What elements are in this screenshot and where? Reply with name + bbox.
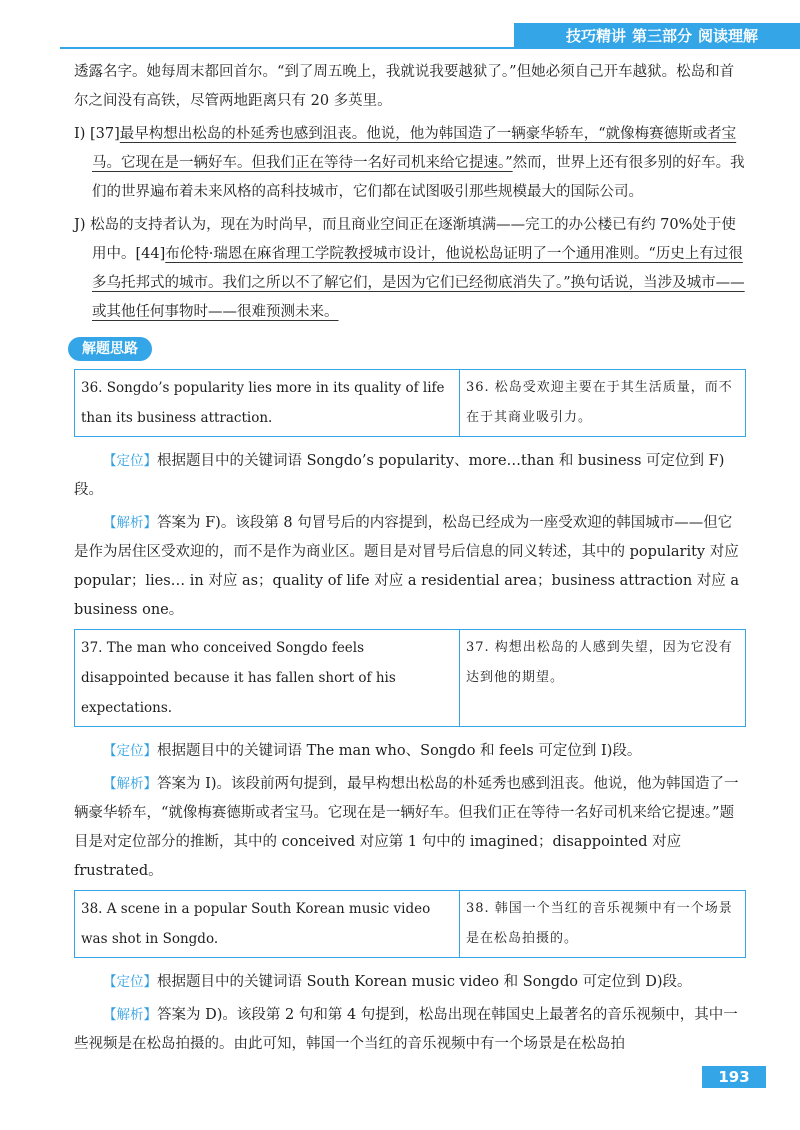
locate-text: 根据题目中的关键词语 South Korean music video 和 Songdo 可定位到 D)段。 [157, 974, 692, 990]
question-chinese: 36. 松岛受欢迎主要在于其生活质量，而不在于其商业吸引力。 [466, 380, 733, 425]
question-chinese: 37. 构想出松岛的人感到失望，因为它没有达到他的期望。 [466, 640, 733, 685]
header-topic: 阅读理解 [698, 26, 759, 45]
analysis-note [74, 1001, 746, 1059]
locate-tag: 【定位】 [103, 743, 157, 759]
locate-note [74, 737, 746, 766]
locate-tag: 【定位】 [103, 453, 157, 469]
locate-text: 根据题目中的关键词语 The man who、Songdo 和 feels 可定位到 I)段。 [157, 743, 642, 759]
question-box [74, 629, 746, 727]
passage-paragraph-j [74, 211, 746, 327]
header-rule [60, 47, 800, 49]
paragraph-text: J) 松岛的支持者认为，现在为时尚早，而且商业空间正在逐渐填满——完工的办公楼已有约 70%处于使用中。[44] [74, 217, 736, 262]
locate-note [74, 968, 746, 997]
chapter-header [514, 23, 800, 47]
page-content [74, 58, 746, 1063]
page-number: 193 [702, 1066, 766, 1088]
evidence-underline: 最早构想出松岛的朴延秀也感到沮丧。他说，他为韩国造了一辆豪华轿车，“就像梅赛德斯或者宝马。它现在是一辆好车。但我们正在等待一名好司机来给它提速。” [92, 126, 737, 171]
passage-paragraph-i [74, 120, 746, 207]
header-part: 第三部分 [631, 26, 692, 45]
analysis-text: 答案为 I)。该段前两句提到，最早构想出松岛的朴延秀也感到沮丧。他说，他为韩国造了一辆豪华轿车，“就像梅赛德斯或者宝马。它现在是一辆好车。但我们正在等待一名好司机来给它提速。”题目是对定位部分的推断，其中的 conceived 对应第 1 句中的 imagined；disappointed 对应 frustrated。 [74, 776, 739, 879]
paragraph-marker: I) [37] [74, 126, 120, 142]
analysis-text: 答案为 F)。该段第 8 句冒号后的内容提到，松岛已经成为一座受欢迎的韩国城市——但它是作为居住区受欢迎的，而不是作为商业区。题目是对冒号后信息的同义转述，其中的 popularity 对应 popular；lies… in 对应 as；quality of life 对应 a residential area；business attraction 对应 a business one。 [74, 515, 740, 618]
question-english: 38. A scene in a popular South Korean music video was shot in Songdo. [75, 891, 460, 958]
passage-paragraph: 透露名字。她每周末都回首尔。“到了周五晚上，我就说我要越狱了。”但她必须自己开车越狱。松岛和首尔之间没有高铁，尽管两地距离只有 20 多英里。 [74, 64, 735, 109]
question-english: 36. Songdo’s popularity lies more in its quality of life than its business attraction. [75, 370, 460, 437]
header-section: 技巧精讲 [565, 26, 626, 45]
question-box [74, 890, 746, 958]
evidence-underline: 布伦特·瑞恩在麻省理工学院教授城市设计，他说松岛证明了一个通用准则。“历史上有过很多乌托邦式的城市。我们之所以不了解它们，是因为它们已经彻底消失了。”换句话说，当涉及城市——或其他任何事物时——很难预测未来。 [92, 246, 745, 320]
question-box [74, 369, 746, 437]
analysis-tag: 【解析】 [103, 1007, 157, 1023]
analysis-text: 答案为 D)。该段第 2 句和第 4 句提到，松岛出现在韩国史上最著名的音乐视频中，其中一些视频是在松岛拍摄的。由此可知，韩国一个当红的音乐视频中有一个场景是在松岛拍 [74, 1007, 738, 1052]
solution-label: 解题思路 [68, 337, 152, 361]
analysis-tag: 【解析】 [103, 776, 157, 792]
analysis-note [74, 770, 746, 886]
question-chinese: 38. 韩国一个当红的音乐视频中有一个场景是在松岛拍摄的。 [466, 901, 733, 946]
locate-text: 根据题目中的关键词语 Songdo’s popularity、more…than 和 business 可定位到 F)段。 [74, 453, 725, 498]
question-english: 37. The man who conceived Songdo feels disappointed because it has fallen short of his expectations. [75, 630, 460, 727]
paragraph-text: 然而，世界上还有很多别的好车。我们的世界遍布着未来风格的高科技城市，它们都在试图吸引那些规模最大的国际公司。 [92, 155, 745, 200]
analysis-note [74, 509, 746, 625]
locate-note [74, 447, 746, 505]
locate-tag: 【定位】 [103, 974, 157, 990]
analysis-tag: 【解析】 [103, 515, 157, 531]
